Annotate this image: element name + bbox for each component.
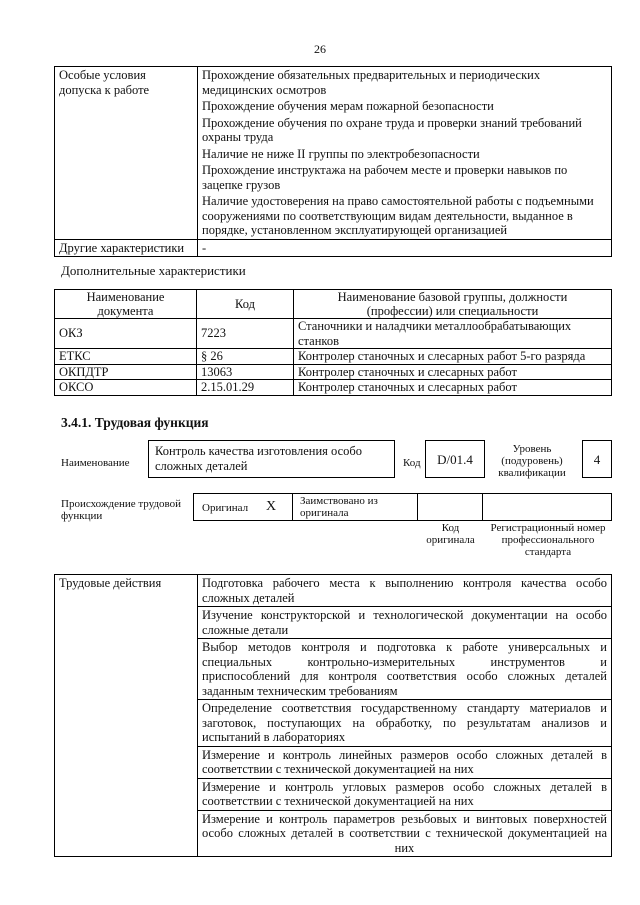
name-cell: Станочники и наладчики металлообрабатывающих станков xyxy=(294,319,612,349)
name-cell: Контролер станочных и слесарных работ xyxy=(294,364,612,380)
doc-cell: ОКЗ xyxy=(55,319,197,349)
condition-item: Прохождение обучения мерам пожарной безопасности xyxy=(198,98,612,115)
function-name-box: Контроль качества изготовления особо сложных деталей xyxy=(148,440,395,478)
code-cell: 13063 xyxy=(197,364,294,380)
doc-cell: ЕТКС xyxy=(55,349,197,365)
condition-item: Наличие удостоверения на право самостоятельной работы с подъемными сооружениями по соответствующим видам деятельности, выданное в порядке, установленном эксплуатирующей организацией xyxy=(198,193,612,239)
action-item: Измерение и контроль угловых размеров особо сложных деталей в соответствии с технической документацией на них xyxy=(198,778,612,810)
additional-table xyxy=(54,289,612,396)
header-code: Код xyxy=(197,290,294,319)
additional-title: Дополнительные характеристики xyxy=(61,263,246,278)
conditions-table xyxy=(54,66,612,257)
action-item: Определение соответствия государственному стандарту материалов и заготовок, поступающих на обработку, по результатам анализов и испытаний в лабораториях xyxy=(198,700,612,747)
condition-item: Прохождение обучения по охране труда и проверки знаний требований охраны труда xyxy=(198,115,612,146)
code-original-cell xyxy=(418,493,483,521)
condition-item: Прохождение инструктажа на рабочем месте и проверки навыков по зацепке грузов xyxy=(198,162,612,193)
level-box: 4 xyxy=(582,440,612,478)
origin-label: Происхождение трудовой функции xyxy=(61,498,182,522)
action-item: Подготовка рабочего места к выполнению контроля качества особо сложных деталей xyxy=(198,575,612,607)
actions-table xyxy=(54,574,612,857)
original-mark: X xyxy=(266,499,277,514)
actions-label: Трудовые действия xyxy=(55,575,198,857)
action-item: Измерение и контроль линейных размеров особо сложных деталей в соответствии с технической документацией на них xyxy=(198,746,612,778)
code-cell: 7223 xyxy=(197,319,294,349)
table-row xyxy=(55,349,612,365)
code-cell: § 26 xyxy=(197,349,294,365)
name-cell: Контролер станочных и слесарных работ xyxy=(294,380,612,396)
header-doc-name: Наименование документа xyxy=(55,290,197,319)
other-characteristics-value: - xyxy=(198,239,612,257)
condition-item: Прохождение обязательных предварительных и периодических медицинских осмотров xyxy=(198,67,612,99)
borrowed-label: Заимствовано из оригинала xyxy=(300,495,378,519)
function-heading: 3.4.1. Трудовая функция xyxy=(61,415,209,430)
action-item: Выбор методов контроля и подготовка к работе универсальных и специальных контрольно-измерительных инструментов и приспособлений для контроля соответствия особо сложных деталей заданным техническим требованиям xyxy=(198,639,612,700)
level-label: Уровень (подуровень) квалификации xyxy=(498,443,566,479)
table-row xyxy=(55,364,612,380)
doc-cell: ОКСО xyxy=(55,380,197,396)
action-item: Измерение и контроль параметров резьбовых и винтовых поверхностей особо сложных деталей в соответствии с технической документацией на них xyxy=(198,810,612,857)
code-original-caption: Код оригинала xyxy=(426,522,475,546)
code-cell: 2.15.01.29 xyxy=(197,380,294,396)
function-code-box: D/01.4 xyxy=(425,440,485,478)
doc-cell: ОКПДТР xyxy=(55,364,197,380)
name-cell: Контролер станочных и слесарных работ 5-го разряда xyxy=(294,349,612,365)
header-group-name: Наименование базовой группы, должности (профессии) или специальности xyxy=(294,290,612,319)
table-row xyxy=(55,319,612,349)
code-label: Код xyxy=(403,457,421,469)
other-characteristics-label: Другие характеристики xyxy=(55,239,198,257)
special-conditions-label: Особые условия допуска к работе xyxy=(55,67,198,240)
name-label: Наименование xyxy=(61,457,130,469)
original-label: Оригинал xyxy=(202,502,249,514)
action-item: Изучение конструкторской и технологической документации на особо сложные детали xyxy=(198,607,612,639)
table-row xyxy=(55,380,612,396)
reg-number-caption: Регистрационный номер профессионального стандарта xyxy=(490,522,606,558)
condition-item: Наличие не ниже II группы по электробезопасности xyxy=(198,146,612,163)
page-number: 26 xyxy=(314,42,326,56)
